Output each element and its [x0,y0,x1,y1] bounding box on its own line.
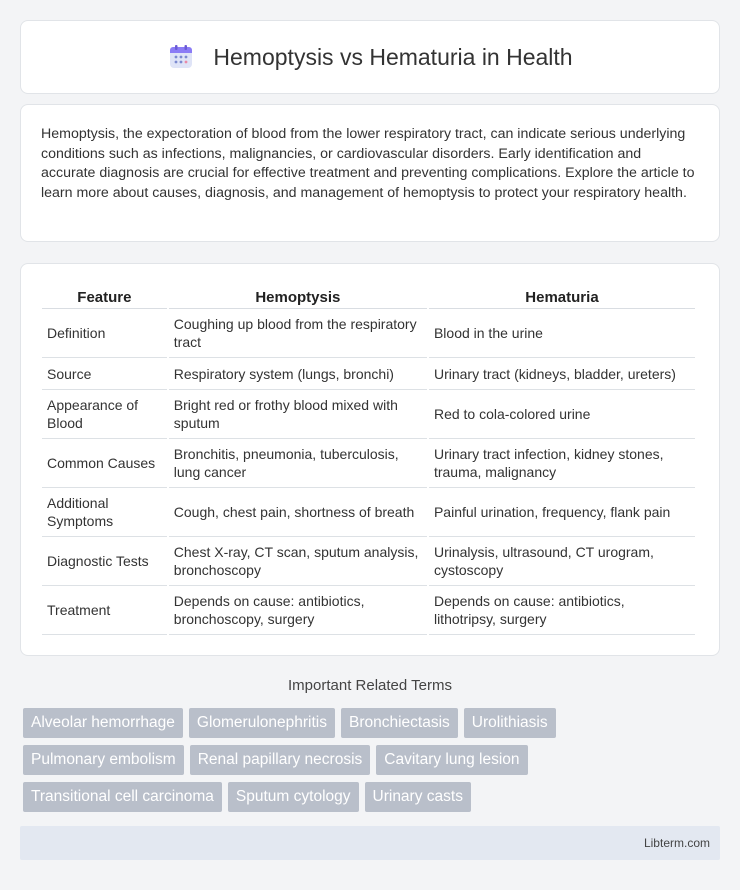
table-header-row [42,284,695,309]
hemoptysis-cell: Bronchitis, pneumonia, tuberculosis, lung cancer [169,439,427,488]
table-row [42,309,695,358]
related-term-tag[interactable]: Urinary casts [365,782,471,812]
hemoptysis-cell: Cough, chest pain, shortness of breath [169,488,427,537]
footer-site-link[interactable]: Libterm.com [643,836,710,850]
header-card [20,20,720,94]
header-hemoptysis: Hemoptysis [169,284,427,309]
hemoptysis-cell: Coughing up blood from the respiratory tract [169,309,427,358]
related-terms-list [23,708,723,819]
table-row [42,439,695,488]
table-row [42,586,695,635]
hematuria-cell: Urinary tract (kidneys, bladder, ureters) [429,358,695,390]
related-term-tag[interactable]: Transitional cell carcinoma [23,782,222,812]
footer [20,826,720,860]
calendar-icon [167,43,195,71]
related-term-tag[interactable]: Cavitary lung lesion [376,745,527,775]
header-feature: Feature [42,284,167,309]
feature-cell: Treatment [42,586,167,635]
related-term-tag[interactable]: Glomerulonephritis [189,708,335,738]
related-terms-heading: Important Related Terms [288,677,452,694]
related-term-tag[interactable]: Urolithiasis [464,708,556,738]
hematuria-cell: Blood in the urine [429,309,695,358]
hematuria-cell: Red to cola-colored urine [429,390,695,439]
related-term-tag[interactable]: Bronchiectasis [341,708,458,738]
comparison-table [40,284,697,635]
feature-cell: Source [42,358,167,390]
related-term-tag[interactable]: Sputum cytology [228,782,359,812]
related-term-tag[interactable]: Renal papillary necrosis [190,745,371,775]
comparison-table-card [20,263,720,656]
hemoptysis-cell: Bright red or frothy blood mixed with sputum [169,390,427,439]
header-hematuria: Hematuria [429,284,695,309]
hemoptysis-cell: Chest X-ray, CT scan, sputum analysis, bronchoscopy [169,537,427,586]
table-row [42,537,695,586]
feature-cell: Appearance of Blood [42,390,167,439]
feature-cell: Definition [42,309,167,358]
related-term-tag[interactable]: Alveolar hemorrhage [23,708,183,738]
hemoptysis-cell: Depends on cause: antibiotics, bronchoscopy, surgery [169,586,427,635]
hematuria-cell: Urinary tract infection, kidney stones, trauma, malignancy [429,439,695,488]
table-row [42,358,695,390]
hemoptysis-cell: Respiratory system (lungs, bronchi) [169,358,427,390]
feature-cell: Common Causes [42,439,167,488]
hematuria-cell: Painful urination, frequency, flank pain [429,488,695,537]
feature-cell: Additional Symptoms [42,488,167,537]
related-term-tag[interactable]: Pulmonary embolism [23,745,184,775]
table-row [42,390,695,439]
page-title: Hemoptysis vs Hematuria in Health [213,43,573,70]
feature-cell: Diagnostic Tests [42,537,167,586]
table-row [42,488,695,537]
hematuria-cell: Depends on cause: antibiotics, lithotripsy, surgery [429,586,695,635]
intro-card [20,104,720,242]
intro-paragraph: Hemoptysis, the expectoration of blood from the lower respiratory tract, can indicate serious underlying conditions such as infections, malignancies, or cardiovascular disorders. Early identification and accurate diagnosis are crucial for effective treatment and preventing complications. Explore the article to learn more about causes, diagnosis, and management of hemoptysis to protect your respiratory health. [41,126,695,201]
hematuria-cell: Urinalysis, ultrasound, CT urogram, cystoscopy [429,537,695,586]
